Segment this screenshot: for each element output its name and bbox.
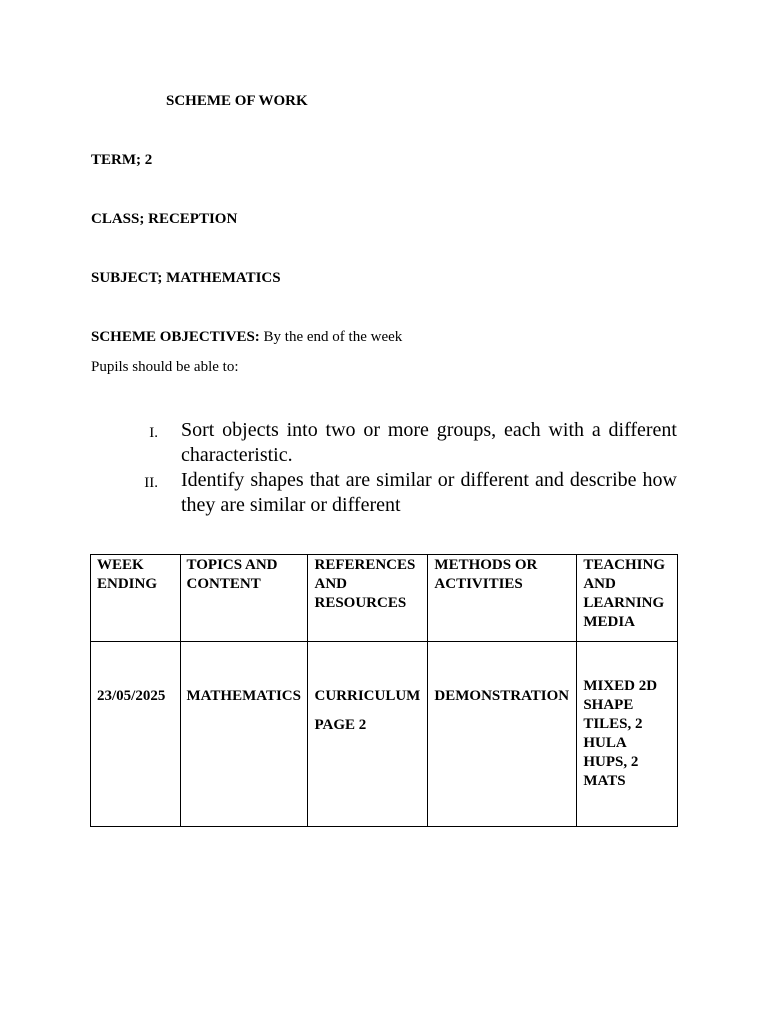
objectives-list [130, 418, 677, 518]
header-references: REFERENCES AND RESOURCES [308, 555, 428, 642]
topic-value: MATHEMATICS [186, 687, 301, 704]
objectives-lead: Pupils should be able to: [91, 359, 239, 375]
media-value: MIXED 2D SHAPE TILES, 2 HULA HUPS, 2 MATS [583, 678, 658, 789]
list-number: I. [149, 425, 158, 441]
reference-line-1: CURRICULUM [314, 687, 421, 704]
week-value: 23/05/2025 [97, 687, 166, 704]
cell-media [577, 642, 678, 827]
table-header-row [91, 555, 678, 642]
list-text: Sort objects into two or more groups, each with a different characteristic. [181, 419, 677, 466]
reference-line-2: PAGE 2 [314, 716, 367, 733]
header-week-ending: WEEK ENDING [91, 555, 181, 642]
list-item [130, 418, 677, 468]
scheme-table [90, 554, 678, 827]
cell-method [428, 642, 577, 827]
cell-week [91, 642, 181, 827]
term-label: TERM; [91, 152, 141, 168]
term-line [91, 152, 152, 169]
class-line [91, 211, 237, 228]
cell-references [308, 642, 428, 827]
term-value: 2 [144, 152, 153, 168]
cell-topic [180, 642, 308, 827]
subject-value: MATHEMATICS [166, 270, 281, 286]
document-title: SCHEME OF WORK [166, 93, 308, 109]
method-value: DEMONSTRATION [434, 687, 570, 704]
table-row [91, 642, 678, 827]
objectives-intro: By the end of the week [263, 329, 403, 345]
header-methods: METHODS OR ACTIVITIES [428, 555, 577, 642]
list-item [130, 468, 677, 518]
subject-label: SUBJECT; [91, 270, 163, 286]
list-text: Identify shapes that are similar or different and describe how they are similar or different [181, 469, 677, 516]
class-label: CLASS; [91, 211, 145, 227]
subject-line [91, 270, 281, 287]
objectives-label: SCHEME OBJECTIVES: [91, 329, 260, 345]
scheme-objectives [91, 329, 402, 346]
header-topics: TOPICS AND CONTENT [180, 555, 308, 642]
class-value: RECEPTION [148, 211, 238, 227]
list-number: II. [144, 475, 158, 491]
header-media: TEACHING AND LEARNING MEDIA [577, 555, 678, 642]
